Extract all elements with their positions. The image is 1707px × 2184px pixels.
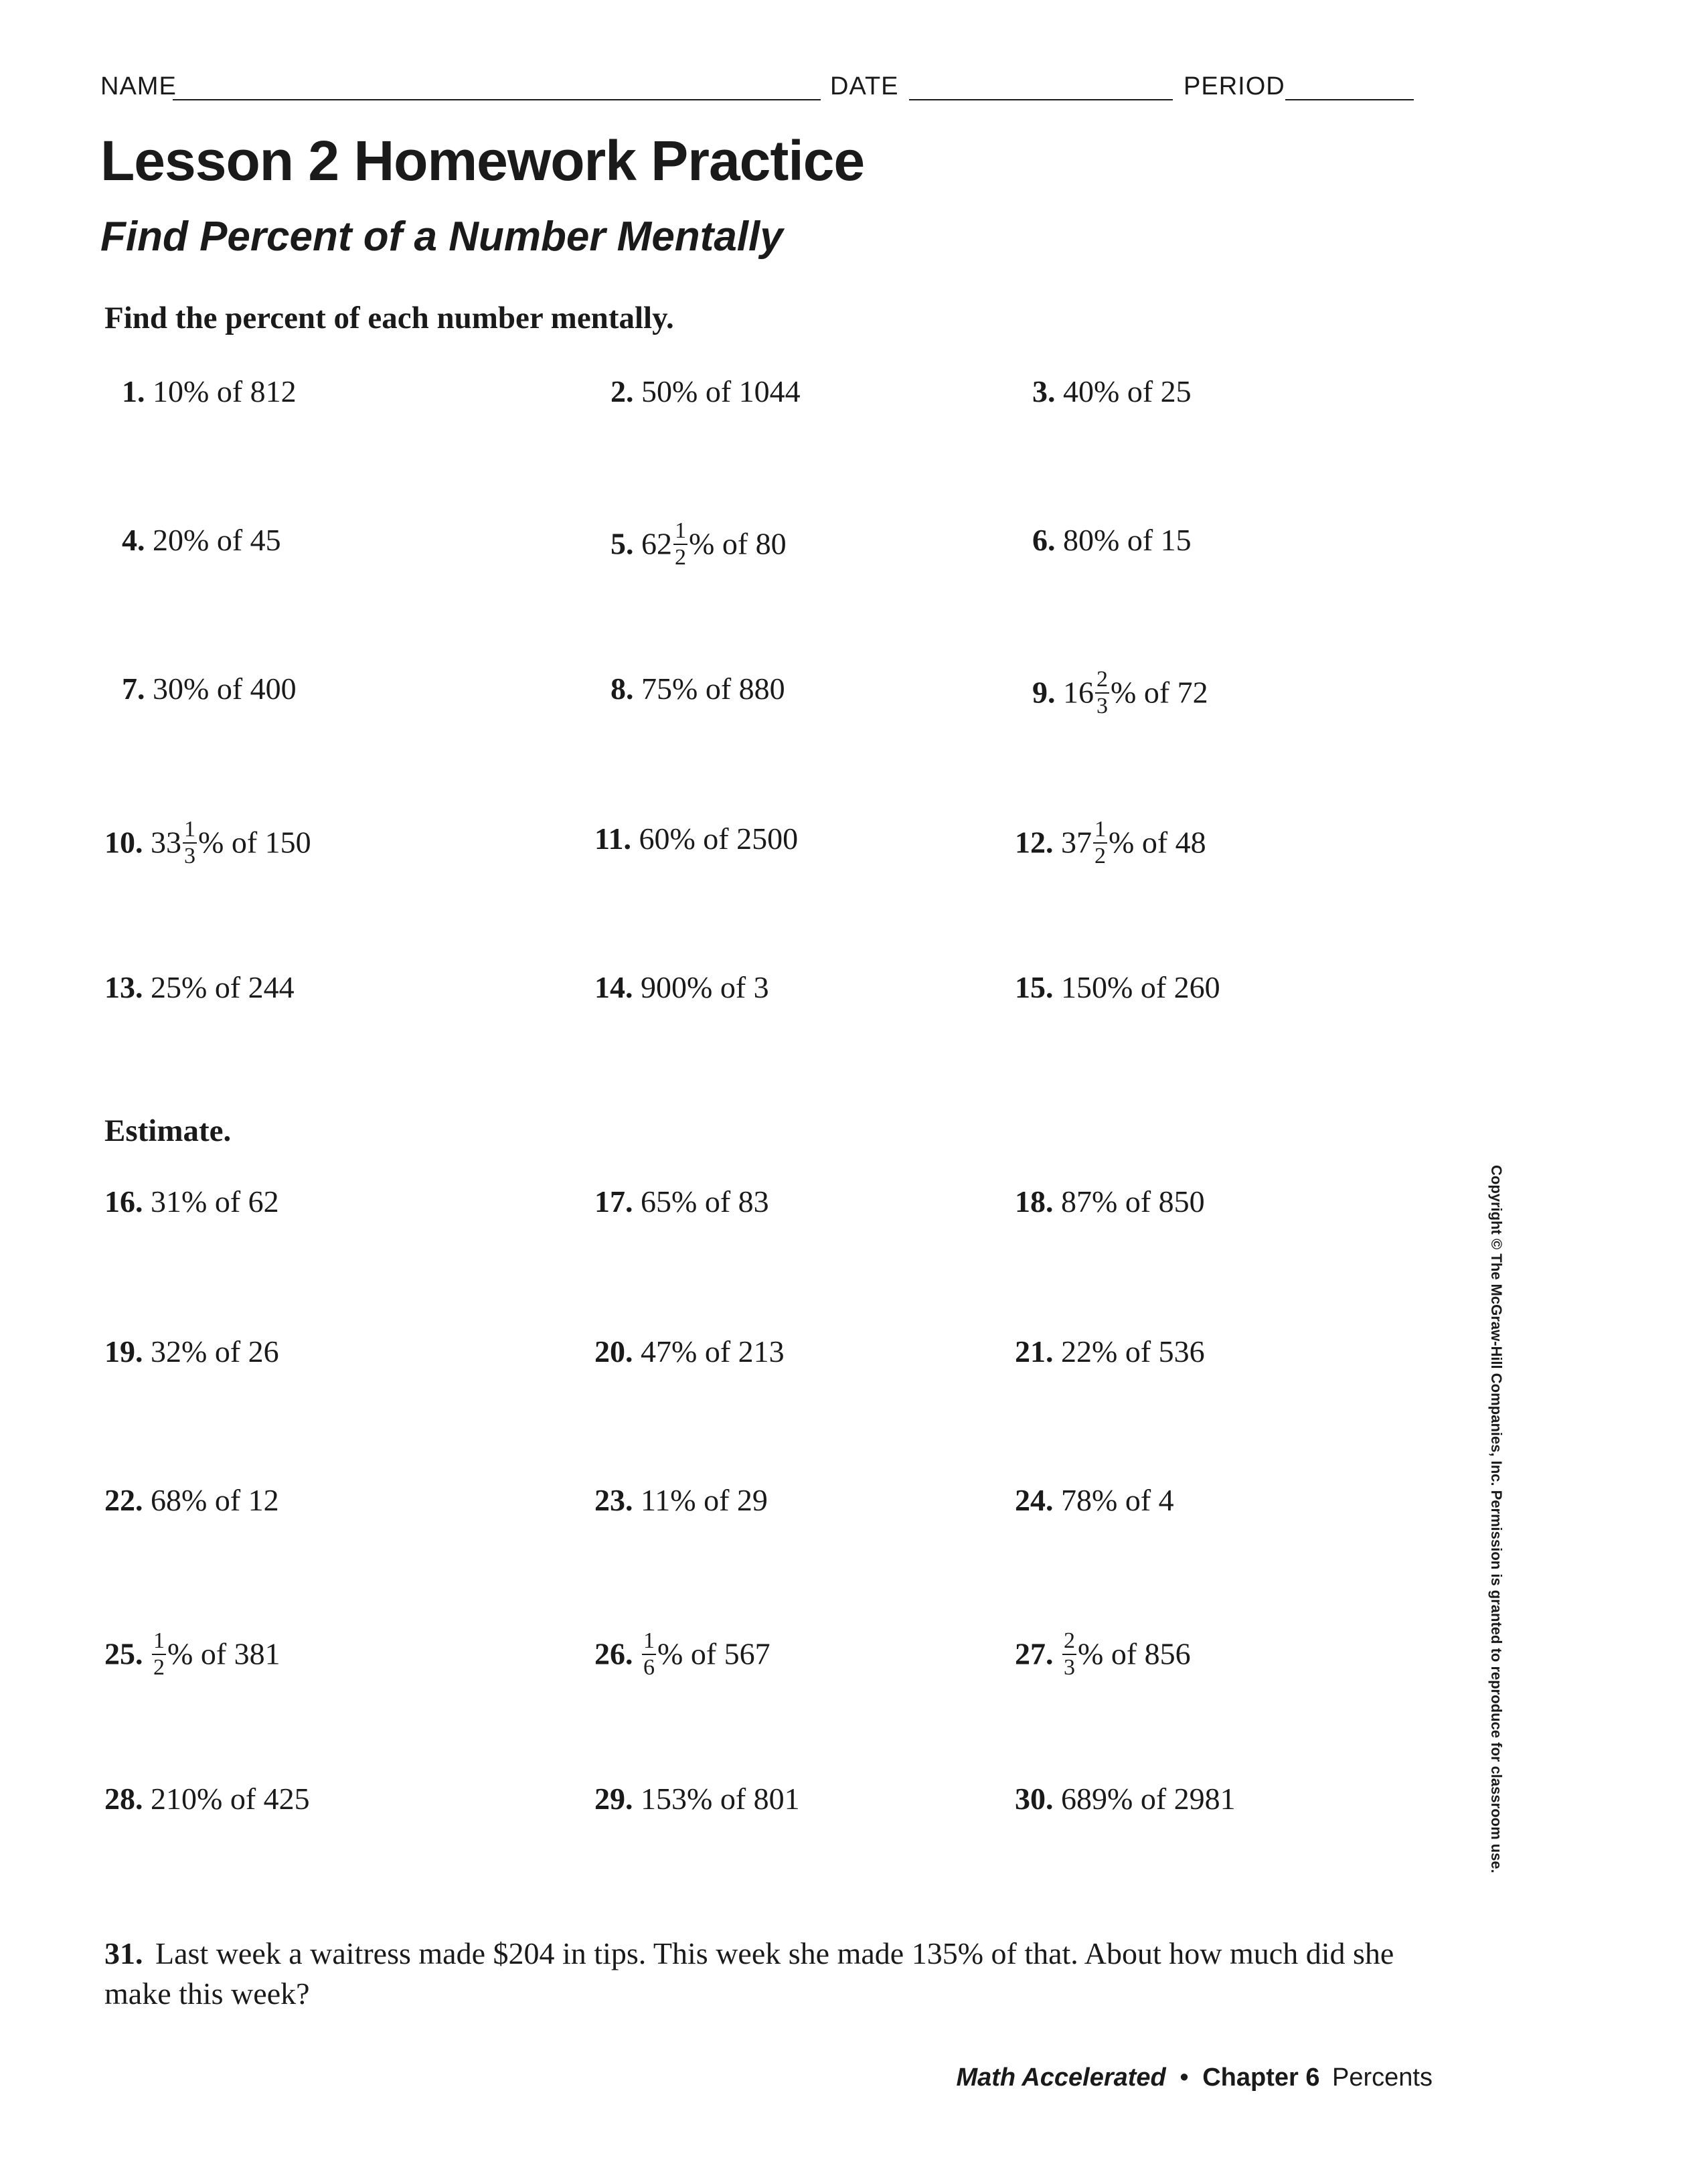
name-blank[interactable]: [173, 99, 821, 100]
footer-separator: •: [1180, 2063, 1189, 2092]
problem-expression: 20% of 45: [153, 523, 281, 557]
problem-number: 19.: [104, 1334, 143, 1369]
mixed-number-whole: 37: [1061, 825, 1092, 860]
problem-30: [1015, 1781, 1236, 1816]
problem-expression: 78% of 4: [1061, 1483, 1174, 1517]
footer-book-title: Math Accelerated: [956, 2063, 1166, 2092]
problem-number: 30.: [1015, 1782, 1054, 1816]
fraction-numerator: 2: [1062, 1630, 1076, 1655]
problem-number: 14.: [594, 970, 633, 1004]
problem-expression-rest: % of 567: [657, 1636, 770, 1671]
problem-25: [104, 1628, 280, 1682]
problem-1: [122, 374, 297, 409]
period-blank[interactable]: [1285, 99, 1414, 100]
problem-expression: 30% of 400: [153, 672, 297, 706]
problem-number: 1.: [122, 374, 145, 408]
fraction: [673, 520, 687, 569]
copyright-notice: Copyright © The McGraw-Hill Companies, Inc. Permission is granted to reproduce for classroom use.: [1488, 1165, 1505, 1873]
problem-expression-rest: % of 48: [1109, 825, 1206, 860]
problem-text: Last week a waitress made $204 in tips. This week she made 135% of that. About how much did she make this week?: [104, 1936, 1394, 2011]
problem-12: [1015, 817, 1206, 870]
problem-21: [1015, 1334, 1205, 1369]
problem-expression: 11% of 29: [641, 1483, 768, 1517]
problem-13: [104, 969, 295, 1005]
problem-expression: 153% of 801: [641, 1782, 800, 1816]
footer-chapter: Chapter 6: [1202, 2063, 1320, 2092]
problem-number: 27.: [1015, 1636, 1054, 1671]
problem-24: [1015, 1482, 1174, 1518]
problem-expression: 210% of 425: [151, 1782, 310, 1816]
problem-number: 13.: [104, 970, 143, 1004]
problem-number: 26.: [594, 1636, 633, 1671]
problem-6: [1032, 522, 1192, 558]
problem-number: 6.: [1032, 523, 1056, 557]
fraction-numerator: 1: [642, 1630, 656, 1655]
period-label: PERIOD: [1184, 72, 1285, 100]
problem-29: [594, 1781, 800, 1816]
problem-number: 8.: [611, 672, 634, 706]
problem-number: 17.: [594, 1184, 633, 1219]
problem-number: 22.: [104, 1483, 143, 1517]
problem-9: [1032, 667, 1208, 720]
problem-expression: 900% of 3: [641, 970, 769, 1004]
footer-topic: Percents: [1332, 2063, 1433, 2092]
problem-expression: 10% of 812: [153, 374, 297, 408]
fraction-numerator: 1: [183, 818, 197, 844]
problem-expression: 65% of 83: [641, 1184, 769, 1219]
fraction-denominator: 6: [643, 1655, 655, 1680]
problem-number: 23.: [594, 1483, 633, 1517]
problem-expression-rest: % of 856: [1078, 1636, 1191, 1671]
fraction-denominator: 3: [184, 844, 195, 868]
problem-11: [594, 821, 798, 856]
word-problem-31: [104, 1934, 1437, 2014]
problem-number: 5.: [611, 526, 634, 561]
problem-28: [104, 1781, 310, 1816]
problem-8: [611, 671, 785, 706]
problem-2: [611, 374, 801, 409]
problem-expression: 25% of 244: [151, 970, 295, 1004]
problem-expression: 68% of 12: [151, 1483, 279, 1517]
problem-5: [611, 518, 787, 572]
problem-14: [594, 969, 769, 1005]
fraction-numerator: 2: [1095, 668, 1109, 694]
fraction-denominator: 2: [153, 1655, 165, 1680]
fraction: [642, 1630, 656, 1679]
problem-27: [1015, 1628, 1191, 1682]
page-footer: [956, 2063, 1433, 2092]
problem-number: 15.: [1015, 970, 1054, 1004]
fraction-denominator: 2: [1094, 844, 1106, 868]
fraction-numerator: 1: [152, 1630, 166, 1655]
problem-number: 21.: [1015, 1334, 1054, 1369]
fraction-denominator: 3: [1096, 694, 1108, 718]
problem-26: [594, 1628, 770, 1682]
problem-expression: 60% of 2500: [639, 822, 799, 856]
fraction: [152, 1630, 166, 1679]
problem-16: [104, 1184, 279, 1219]
problem-expression: 40% of 25: [1063, 374, 1192, 408]
problem-number: 9.: [1032, 675, 1056, 710]
problem-number: 7.: [122, 672, 145, 706]
problem-7: [122, 671, 297, 706]
problem-number: 10.: [104, 825, 143, 860]
problem-number: 25.: [104, 1636, 143, 1671]
date-blank[interactable]: [909, 99, 1173, 100]
section1-instruction: Find the percent of each number mentally.: [104, 301, 674, 335]
mixed-number-whole: 62: [641, 526, 672, 561]
page-title: Lesson 2 Homework Practice: [100, 129, 865, 192]
problem-expression-rest: % of 381: [167, 1636, 280, 1671]
mixed-number-whole: 16: [1063, 675, 1094, 710]
fraction-denominator: 2: [675, 545, 686, 570]
problem-number: 16.: [104, 1184, 143, 1219]
problem-20: [594, 1334, 785, 1369]
fraction-numerator: 1: [1093, 818, 1107, 844]
problem-number: 2.: [611, 374, 634, 408]
fraction: [1062, 1630, 1076, 1679]
problem-number: 20.: [594, 1334, 633, 1369]
problem-expression: 80% of 15: [1063, 523, 1192, 557]
problem-number: 11.: [594, 822, 631, 856]
problem-22: [104, 1482, 279, 1518]
problem-expression: 50% of 1044: [641, 374, 801, 408]
problem-15: [1015, 969, 1220, 1005]
problem-expression: 32% of 26: [151, 1334, 279, 1369]
problem-expression: 22% of 536: [1061, 1334, 1205, 1369]
problem-19: [104, 1334, 279, 1369]
fraction: [183, 818, 197, 868]
problem-expression: 87% of 850: [1061, 1184, 1205, 1219]
problem-expression: 75% of 880: [641, 672, 785, 706]
problem-number: 12.: [1015, 825, 1054, 860]
problem-number: 18.: [1015, 1184, 1054, 1219]
fraction: [1093, 818, 1107, 868]
problem-4: [122, 522, 281, 558]
fraction-denominator: 3: [1064, 1655, 1075, 1680]
problem-3: [1032, 374, 1192, 409]
fraction: [1095, 668, 1109, 718]
problem-number: 3.: [1032, 374, 1056, 408]
problem-expression-rest: % of 72: [1111, 675, 1208, 710]
name-label: NAME: [100, 72, 177, 100]
mixed-number-whole: 33: [151, 825, 181, 860]
problem-number: 31.: [104, 1936, 143, 1970]
problem-expression: 689% of 2981: [1061, 1782, 1236, 1816]
problem-number: 29.: [594, 1782, 633, 1816]
section2-instruction: Estimate.: [104, 1113, 232, 1148]
problem-expression-rest: % of 150: [198, 825, 311, 860]
problem-number: 24.: [1015, 1483, 1054, 1517]
problem-number: 28.: [104, 1782, 143, 1816]
problem-expression: 31% of 62: [151, 1184, 279, 1219]
fraction-numerator: 1: [673, 520, 687, 545]
problem-23: [594, 1482, 768, 1518]
problem-17: [594, 1184, 769, 1219]
problem-expression-rest: % of 80: [689, 526, 787, 561]
page-subtitle: Find Percent of a Number Mentally: [100, 214, 783, 260]
problem-expression: 150% of 260: [1061, 970, 1220, 1004]
problem-10: [104, 817, 311, 870]
problem-number: 4.: [122, 523, 145, 557]
date-label: DATE: [830, 72, 899, 100]
problem-18: [1015, 1184, 1205, 1219]
problem-expression: 47% of 213: [641, 1334, 785, 1369]
